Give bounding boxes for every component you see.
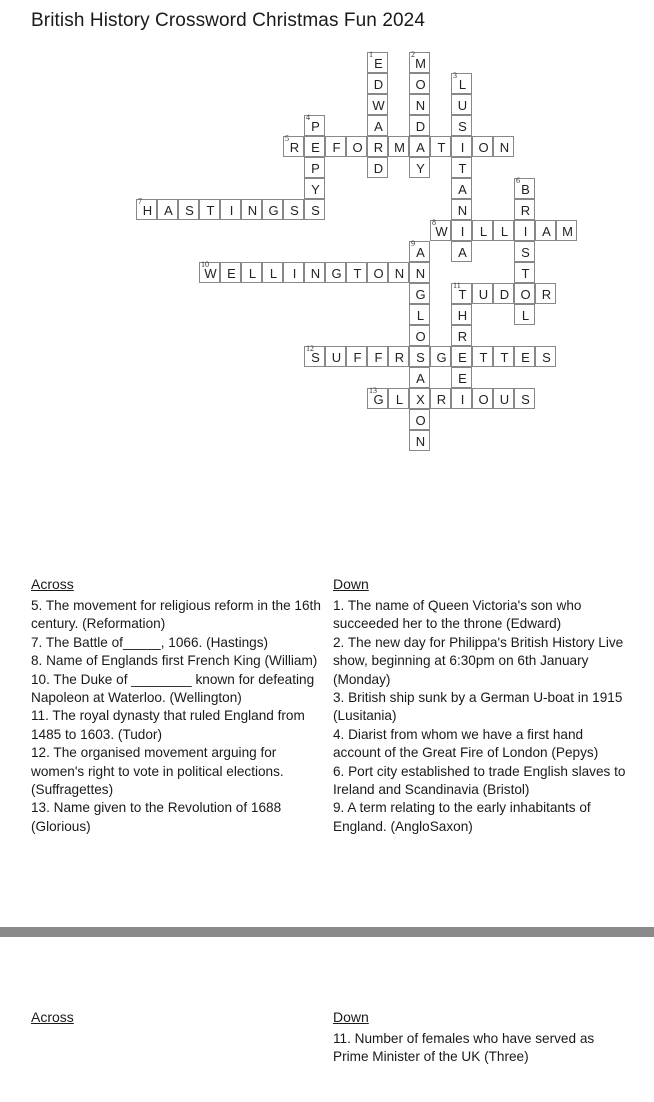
cell-letter: E: [521, 350, 530, 365]
cell-letter: N: [247, 203, 258, 218]
cell-letter: T: [437, 140, 446, 155]
grid-cell: [493, 346, 514, 367]
cell-letter: T: [521, 266, 530, 281]
clue-down-3: 3. British ship sunk by a German U-boat in 1915 (Lusitania): [333, 690, 623, 724]
cell-letter: R: [541, 287, 552, 302]
grid-cell: [409, 157, 430, 178]
grid-cell: [514, 304, 535, 325]
grid-cell: [367, 136, 388, 157]
cell-letter: L: [416, 308, 425, 323]
grid-cell: [409, 283, 430, 304]
clue-number: 8: [432, 218, 436, 227]
cell-letter: W: [204, 266, 217, 281]
cell-letter: R: [394, 350, 405, 365]
cell-letter: T: [479, 350, 488, 365]
grid-cell: [367, 115, 388, 136]
cell-letter: N: [415, 266, 426, 281]
cell-letter: A: [458, 245, 467, 260]
cell-letter: U: [331, 350, 342, 365]
grid-cell: [325, 136, 346, 157]
grid-cell: [388, 262, 409, 283]
grid-cell: [514, 178, 535, 199]
cell-letter: P: [311, 119, 320, 134]
cell-letter: R: [520, 203, 531, 218]
grid-cell: [451, 346, 472, 367]
grid-cell: [493, 220, 514, 241]
clue-number: 3: [453, 71, 457, 80]
cell-letter: E: [227, 266, 236, 281]
cell-letter: S: [458, 119, 467, 134]
grid-cell: [262, 199, 283, 220]
page2-down-clues: [333, 1030, 633, 1067]
clue-number: 2: [411, 50, 415, 59]
grid-cell: [178, 199, 199, 220]
cell-letter: S: [521, 245, 530, 260]
clue-down-9: 9. A term relating to the early inhabitants of England. (AngloSaxon): [333, 800, 591, 834]
grid-cell: [241, 199, 262, 220]
cell-letter: E: [374, 56, 383, 71]
grid-cell: [430, 388, 451, 409]
grid-cell: [493, 388, 514, 409]
grid-cell: [409, 409, 430, 430]
grid-cell: [409, 346, 430, 367]
clue-across-10: 10. The Duke of ________ known for defeating Napoleon at Waterloo. (Wellington): [31, 671, 315, 706]
grid-cell: [283, 136, 304, 157]
grid-cell: [472, 136, 493, 157]
cell-letter: D: [373, 161, 384, 176]
cell-letter: M: [562, 224, 573, 239]
cell-letter: H: [142, 203, 153, 218]
down-heading: Down: [333, 576, 369, 592]
grid-cell: [451, 94, 472, 115]
grid-cell: [304, 115, 325, 136]
cell-letter: I: [460, 224, 465, 239]
grid-cell: [283, 199, 304, 220]
cell-letter: E: [458, 371, 467, 386]
cell-letter: T: [500, 350, 509, 365]
cell-letter: O: [415, 329, 426, 344]
across-clues: [31, 597, 331, 836]
cell-letter: T: [458, 287, 467, 302]
cell-letter: N: [310, 266, 321, 281]
grid-cell: [367, 262, 388, 283]
grid-cell: [409, 367, 430, 388]
cell-letter: B: [521, 182, 530, 197]
cell-letter: I: [460, 392, 465, 407]
cell-letter: L: [500, 224, 509, 239]
cell-letter: F: [332, 140, 341, 155]
clue-down-11: 11. Number of females who have served as Prime Minister of the UK (Three): [333, 1031, 595, 1065]
clue-across-7: 7. The Battle of_____, 1066. (Hastings): [31, 634, 269, 650]
grid-cell: [556, 220, 577, 241]
grid-cell: [388, 388, 409, 409]
clue-down-1: 1. The name of Queen Victoria's son who succeeded her to the throne (Edward): [333, 598, 582, 632]
clue-down-4: 4. Diarist from whom we have a first hand account of the Great Fire of London (Pepys): [333, 726, 599, 761]
cell-letter: P: [311, 161, 320, 176]
clue-down-2: 2. The new day for Philippa's British History Live show, beginning at 6:30pm on 6th January (Monday): [333, 634, 624, 687]
grid-cell: [493, 136, 514, 157]
grid-cell: [220, 262, 241, 283]
grid-cell: [325, 346, 346, 367]
cell-letter: W: [435, 224, 448, 239]
cell-letter: L: [479, 224, 488, 239]
page2-down-heading: Down: [333, 1009, 369, 1025]
grid-cell: [514, 199, 535, 220]
grid-cell: [535, 220, 556, 241]
cell-letter: D: [415, 119, 426, 134]
clue-number: 13: [369, 386, 377, 395]
grid-cell: [472, 346, 493, 367]
grid-cell: [451, 325, 472, 346]
cell-letter: N: [394, 266, 405, 281]
cell-letter: A: [542, 224, 551, 239]
cell-letter: S: [311, 203, 320, 218]
cell-letter: S: [542, 350, 551, 365]
grid-cell: [535, 346, 556, 367]
grid-cell: [514, 220, 535, 241]
grid-cell: [409, 241, 430, 262]
clue-number: 12: [306, 344, 314, 353]
grid-cell: [283, 262, 304, 283]
grid-cell: [451, 367, 472, 388]
cell-letter: A: [416, 245, 425, 260]
page2-across-heading: Across: [31, 1009, 74, 1025]
grid-cell: [199, 199, 220, 220]
grid-cell: [409, 94, 430, 115]
cell-letter: L: [458, 77, 467, 92]
grid-cell: [514, 262, 535, 283]
grid-cell: [451, 304, 472, 325]
cell-letter: I: [229, 203, 234, 218]
grid-cell: [409, 115, 430, 136]
grid-cell: [367, 346, 388, 367]
clue-number: 5: [285, 134, 289, 143]
cell-letter: A: [164, 203, 173, 218]
cell-letter: G: [268, 203, 279, 218]
cell-letter: M: [394, 140, 405, 155]
cell-letter: L: [395, 392, 404, 407]
grid-cell: [514, 388, 535, 409]
grid-cell: [199, 262, 220, 283]
cell-letter: Y: [416, 161, 425, 176]
clue-number: 11: [453, 281, 461, 290]
grid-cell: [304, 178, 325, 199]
grid-cell: [514, 346, 535, 367]
clue-number: 6: [516, 176, 520, 185]
grid-cell: [388, 346, 409, 367]
grid-cell: [514, 241, 535, 262]
clue-number: 1: [369, 50, 373, 59]
cell-letter: G: [436, 350, 447, 365]
cell-letter: D: [373, 77, 384, 92]
cell-letter: W: [372, 98, 385, 113]
cell-letter: T: [458, 161, 467, 176]
grid-cell: [157, 199, 178, 220]
grid-cell: [346, 136, 367, 157]
cell-letter: U: [499, 392, 510, 407]
cell-letter: A: [416, 371, 425, 386]
cell-letter: I: [292, 266, 297, 281]
clue-across-5: 5. The movement for religious reform in the 16th century. (Reformation): [31, 598, 321, 632]
cell-letter: X: [416, 392, 425, 407]
grid-cell: [451, 283, 472, 304]
grid-cell: [304, 346, 325, 367]
cell-letter: T: [206, 203, 215, 218]
cell-letter: O: [415, 77, 426, 92]
page-divider: [0, 927, 654, 937]
clue-across-13: 13. Name given to the Revolution of 1688 (Glorious): [31, 800, 282, 834]
grid-cell: [472, 388, 493, 409]
grid-cell: [367, 52, 388, 73]
cell-letter: L: [521, 308, 530, 323]
clue-across-8: 8. Name of Englands first French King (William): [31, 653, 318, 669]
clue-number: 10: [201, 260, 209, 269]
grid-cell: [304, 157, 325, 178]
grid-cell: [451, 115, 472, 136]
cell-letter: F: [353, 350, 362, 365]
clue-number: 7: [138, 197, 142, 206]
cell-letter: O: [478, 140, 489, 155]
cell-letter: M: [415, 56, 426, 71]
grid-cell: [451, 199, 472, 220]
cell-letter: I: [523, 224, 528, 239]
cell-letter: O: [478, 392, 489, 407]
cell-letter: D: [499, 287, 510, 302]
cell-letter: O: [415, 413, 426, 428]
cell-letter: N: [457, 203, 468, 218]
grid-cell: [451, 220, 472, 241]
cell-letter: Y: [311, 182, 320, 197]
cell-letter: H: [457, 308, 468, 323]
grid-cell: [136, 199, 157, 220]
grid-cell: [409, 136, 430, 157]
grid-cell: [409, 52, 430, 73]
cell-letter: T: [353, 266, 362, 281]
cell-letter: A: [458, 182, 467, 197]
cell-letter: R: [457, 329, 468, 344]
grid-cell: [409, 73, 430, 94]
cell-letter: S: [311, 350, 320, 365]
grid-cell: [430, 136, 451, 157]
grid-cell: [409, 430, 430, 451]
grid-cell: [325, 262, 346, 283]
cell-letter: A: [416, 140, 425, 155]
cell-letter: G: [415, 287, 426, 302]
grid-cell: [514, 283, 535, 304]
cell-letter: E: [311, 140, 320, 155]
grid-cell: [451, 178, 472, 199]
grid-cell: [430, 220, 451, 241]
clue-down-6: 6. Port city established to trade English slaves to Ireland and Scandinavia (Bristol): [333, 763, 626, 798]
across-heading: Across: [31, 576, 74, 592]
cell-letter: S: [290, 203, 299, 218]
grid-cell: [388, 136, 409, 157]
grid-cell: [346, 346, 367, 367]
cell-letter: S: [185, 203, 194, 218]
grid-cell: [346, 262, 367, 283]
cell-letter: L: [269, 266, 278, 281]
cell-letter: N: [499, 140, 510, 155]
grid-cell: [304, 262, 325, 283]
page-title: British History Crossword Christmas Fun 2024: [31, 10, 426, 31]
down-clues: [333, 597, 633, 836]
grid-cell: [409, 388, 430, 409]
cell-letter: O: [373, 266, 384, 281]
grid-cell: [367, 388, 388, 409]
cell-letter: R: [436, 392, 447, 407]
cell-letter: G: [373, 392, 384, 407]
grid-cell: [535, 283, 556, 304]
grid-cell: [220, 199, 241, 220]
grid-cell: [451, 241, 472, 262]
grid-cell: [367, 94, 388, 115]
cell-letter: U: [478, 287, 489, 302]
clue-number: 4: [306, 113, 310, 122]
clue-across-12: 12. The organised movement arguing for women's right to vote in political elections. (Suffragettes): [31, 745, 284, 798]
grid-cell: [451, 388, 472, 409]
cell-letter: S: [416, 350, 425, 365]
grid-cell: [451, 73, 472, 94]
cell-letter: O: [520, 287, 531, 302]
grid-cell: [472, 220, 493, 241]
cell-letter: I: [460, 140, 465, 155]
clue-across-11: 11. The royal dynasty that ruled England from 1485 to 1603. (Tudor): [31, 708, 305, 742]
cell-letter: G: [331, 266, 342, 281]
cell-letter: N: [415, 434, 426, 449]
cell-letter: R: [289, 140, 300, 155]
grid-cell: [409, 262, 430, 283]
cell-letter: F: [374, 350, 383, 365]
grid-cell: [409, 325, 430, 346]
grid-cell: [304, 199, 325, 220]
cell-letter: L: [248, 266, 257, 281]
cell-letter: E: [458, 350, 467, 365]
cell-letter: O: [352, 140, 363, 155]
grid-cell: [262, 262, 283, 283]
grid-cell: [241, 262, 262, 283]
grid-cell: [367, 157, 388, 178]
grid-cell: [409, 304, 430, 325]
grid-cell: [304, 136, 325, 157]
cell-letter: A: [374, 119, 383, 134]
grid-cell: [451, 136, 472, 157]
grid-cell: [367, 73, 388, 94]
cell-letter: N: [415, 98, 426, 113]
cell-letter: U: [457, 98, 468, 113]
cell-letter: R: [373, 140, 384, 155]
cell-letter: S: [521, 392, 530, 407]
grid-cell: [472, 283, 493, 304]
grid-cell: [451, 157, 472, 178]
grid-cell: [430, 346, 451, 367]
grid-cell: [493, 283, 514, 304]
clue-number: 9: [411, 239, 415, 248]
